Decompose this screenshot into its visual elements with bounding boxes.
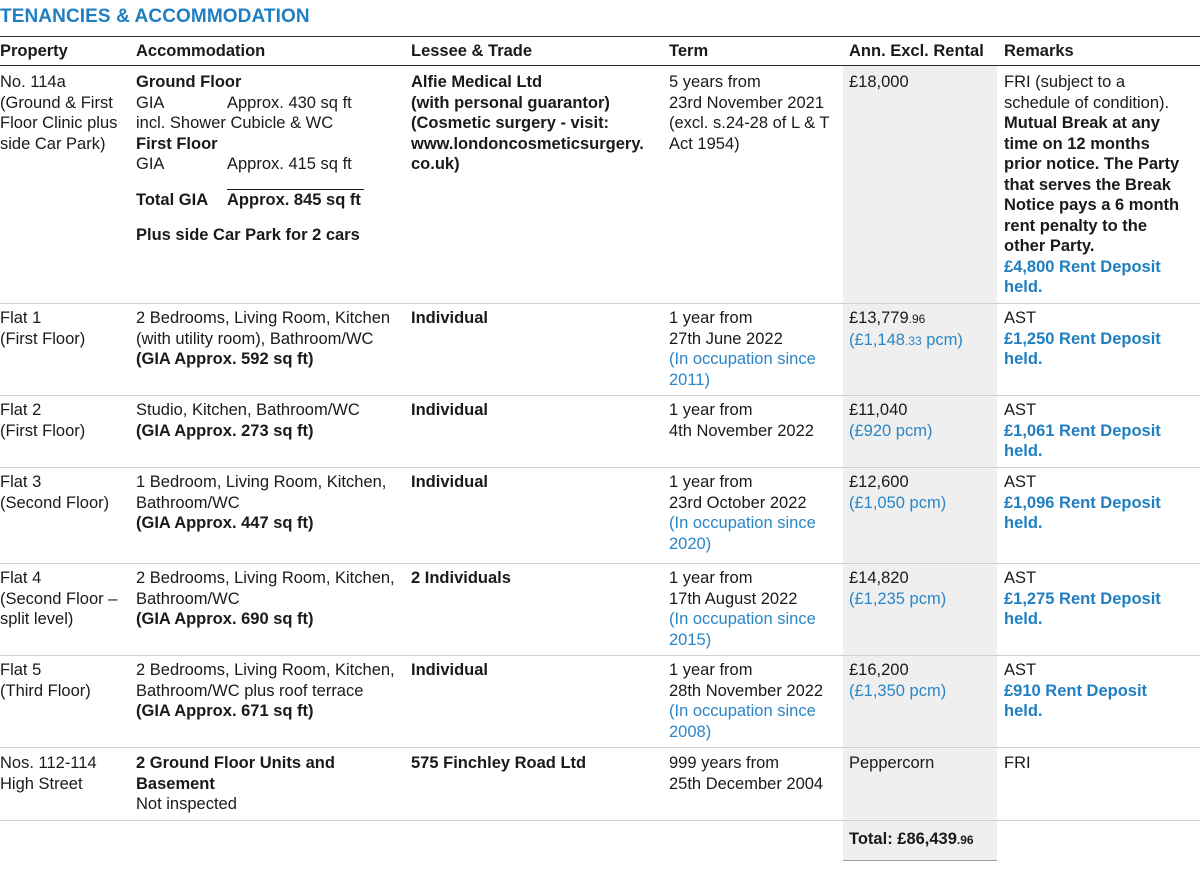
rent-deposit: £1,096 Rent Deposit — [1004, 493, 1161, 512]
rental-cell: £13,779.96 (£1,148.33 pcm) — [849, 309, 963, 349]
remarks-cell: FRI — [1004, 754, 1031, 772]
property-cell: Flat 4 (Second Floor – split level) — [0, 569, 118, 628]
header-lessee: Lessee & Trade — [411, 42, 533, 60]
accommodation-cell: 2 Bedrooms, Living Room, Kitchen (with utility room), Bathroom/WC (GIA Approx. 592 sq ft) — [136, 309, 391, 368]
row-divider — [0, 467, 1200, 468]
rent-deposit: £1,061 Rent Deposit — [1004, 421, 1161, 440]
subtotal-rule — [227, 189, 364, 190]
property-cell: No. 114a (Ground & First Floor Clinic plus side Car Park) — [0, 73, 118, 153]
row-divider — [0, 395, 1200, 396]
accommodation-cell: 2 Ground Floor Units and Basement Not inspected — [136, 754, 335, 813]
term-cell: 999 years from 25th December 2004 — [669, 754, 824, 793]
remarks-cell: AST £1,061 Rent Deposit held. — [1004, 401, 1161, 460]
property-cell: Flat 5 (Third Floor) — [0, 661, 91, 700]
accommodation-cell: 2 Bedrooms, Living Room, Kitchen, Bathroom/WC (GIA Approx. 690 sq ft) — [136, 569, 395, 628]
remarks-cell: AST £1,096 Rent Deposit held. — [1004, 473, 1161, 532]
remarks-cell: FRI (subject to a schedule of condition). Mutual Break at any time on 12 months prior notice. The Party that serves the Break Notice pays a 6 month rent penalty to the other Party. £4,800 Rent Deposit held. — [1004, 73, 1180, 296]
rental-cell: Peppercorn — [849, 754, 935, 772]
remarks-cell: AST £910 Rent Deposit held. — [1004, 661, 1148, 720]
header-term: Term — [669, 42, 709, 60]
term-cell: 1 year from 28th November 2022 (In occupation since 2008) — [669, 661, 824, 741]
remarks-cell: AST £1,275 Rent Deposit held. — [1004, 569, 1161, 628]
header-property: Property — [0, 42, 68, 60]
rental-cell: £18,000 — [849, 73, 909, 91]
term-cell: 1 year from 23rd October 2022 (In occupation since 2020) — [669, 473, 816, 553]
rental-column-shading — [843, 66, 997, 861]
total-rental: Total: £86,439.96 — [849, 830, 974, 848]
rental-cell: £12,600 (£1,050 pcm) — [849, 473, 947, 512]
lessee-cell: Individual — [411, 401, 489, 419]
row-divider — [0, 820, 1200, 821]
accommodation-cell: 1 Bedroom, Living Room, Kitchen, Bathroom/WC (GIA Approx. 447 sq ft) — [136, 473, 387, 532]
lessee-cell: Individual — [411, 661, 489, 679]
term-cell: 1 year from 17th August 2022 (In occupation since 2015) — [669, 569, 816, 649]
header-rental: Ann. Excl. Rental — [849, 42, 984, 60]
rental-cell: £11,040 (£920 pcm) — [849, 401, 933, 440]
row-divider — [0, 563, 1200, 564]
lessee-cell: 575 Finchley Road Ltd — [411, 754, 587, 772]
accommodation-cell: Studio, Kitchen, Bathroom/WC (GIA Approx. 273 sq ft) — [136, 401, 360, 440]
term-cell: 5 years from 23rd November 2021 (excl. s.24-28 of L & T Act 1954) — [669, 73, 830, 153]
row-divider — [0, 747, 1200, 748]
rental-cell: £16,200 (£1,350 pcm) — [849, 661, 947, 700]
page-title: TENANCIES & ACCOMMODATION — [0, 6, 310, 27]
header-top-rule — [0, 36, 1200, 37]
lessee-cell: Individual — [411, 309, 489, 327]
header-bottom-rule — [0, 65, 1200, 66]
remarks-cell: AST £1,250 Rent Deposit held. — [1004, 309, 1161, 368]
property-cell: Nos. 112-114 High Street — [0, 754, 97, 793]
header-remarks: Remarks — [1004, 42, 1074, 60]
row-divider — [0, 655, 1200, 656]
lessee-cell: 2 Individuals — [411, 569, 511, 587]
lessee-cell: Alfie Medical Ltd (with personal guarantor) (Cosmetic surgery - visit: www.londoncosmeticsurgery. co.uk) — [411, 73, 644, 173]
lessee-cell: Individual — [411, 473, 489, 491]
rent-deposit: £1,275 Rent Deposit — [1004, 589, 1161, 608]
header-accommodation: Accommodation — [136, 42, 266, 60]
row-divider — [0, 303, 1200, 304]
property-cell: Flat 3 (Second Floor) — [0, 473, 110, 512]
term-cell: 1 year from 4th November 2022 — [669, 401, 814, 440]
rent-deposit: £1,250 Rent Deposit — [1004, 329, 1161, 348]
term-cell: 1 year from 27th June 2022 (In occupation since 2011) — [669, 309, 816, 389]
accommodation-cell: 2 Bedrooms, Living Room, Kitchen, Bathroom/WC plus roof terrace (GIA Approx. 671 sq ft) — [136, 661, 395, 720]
property-cell: Flat 2 (First Floor) — [0, 401, 86, 440]
rent-deposit: £4,800 Rent Deposit — [1004, 257, 1161, 276]
accommodation-cell: Ground Floor GIA Approx. 430 sq ft incl. Shower Cubicle & WC First Floor GIA Approx. 415 sq ft Total GIA Approx. 845 sq ft Plus side Car Park for 2 cars — [136, 73, 361, 244]
property-cell: Flat 1 (First Floor) — [0, 309, 86, 348]
rent-deposit: £910 Rent Deposit — [1004, 681, 1148, 700]
rental-cell: £14,820 (£1,235 pcm) — [849, 569, 947, 608]
total-rule — [843, 860, 997, 861]
